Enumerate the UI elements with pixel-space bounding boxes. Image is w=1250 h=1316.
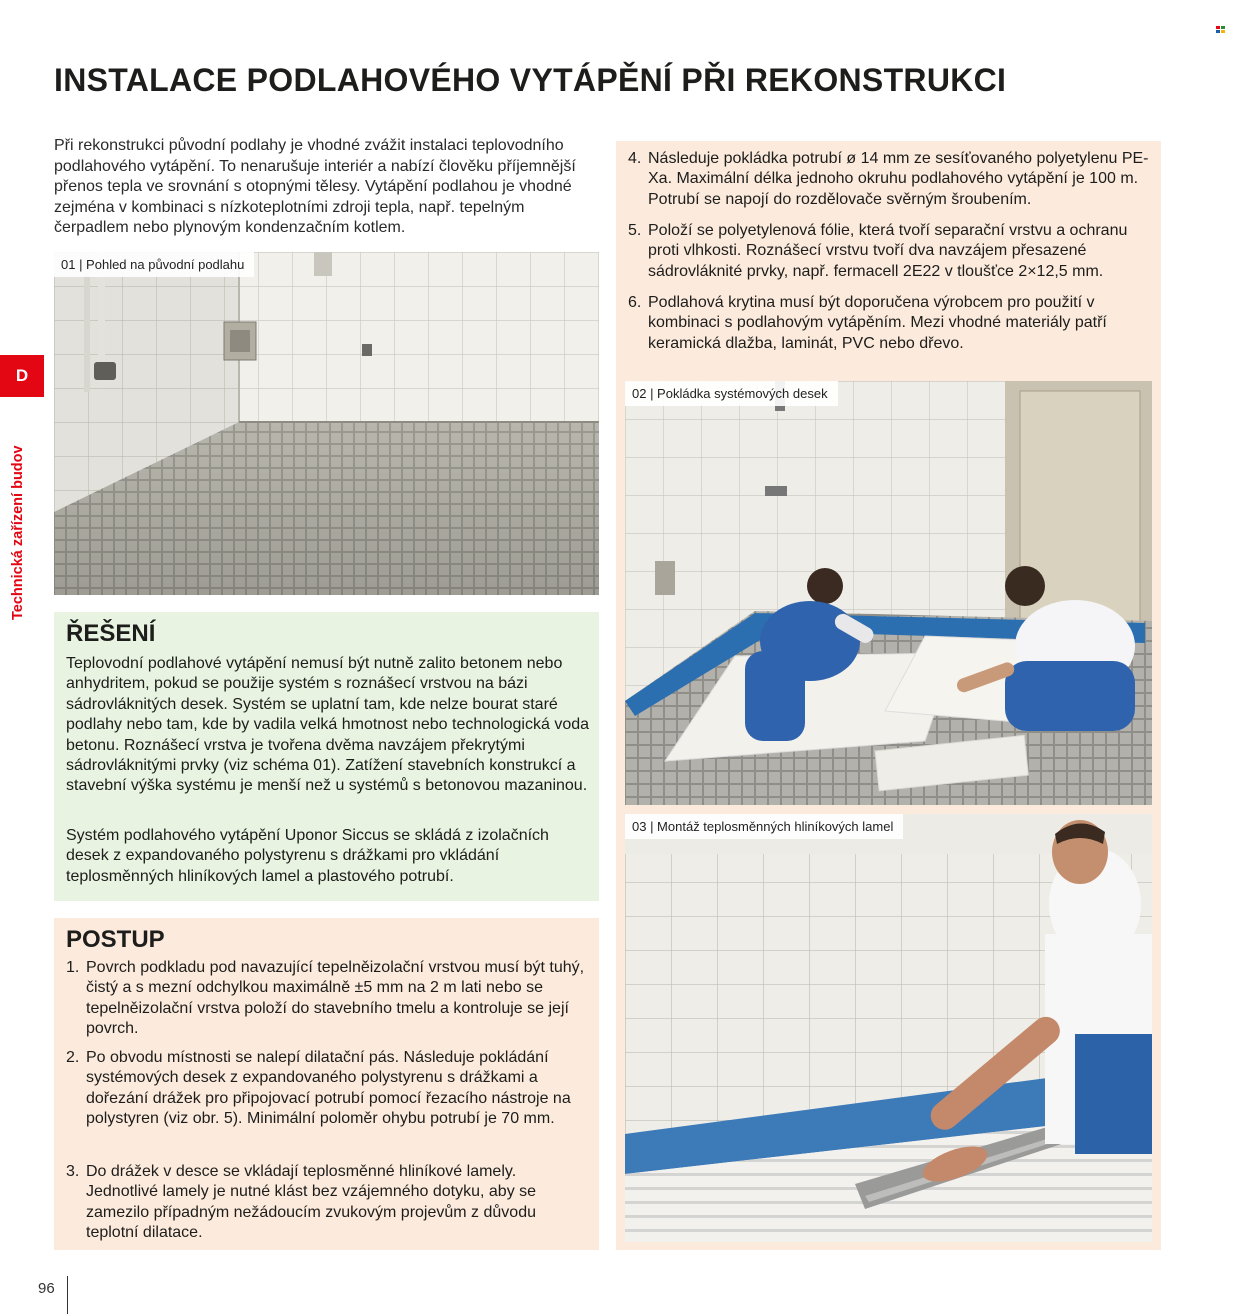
photo-original-floor [54, 252, 599, 595]
photo-caption: 01 | Pohled na původní podlahu [54, 252, 254, 277]
step-number: 6. [628, 294, 642, 311]
step-number: 4. [628, 150, 642, 167]
solution-paragraph-1: Teplovodní podlahové vytápění nemusí být nutně zalito betonem nebo anhydritem, pokud se použije systém s roznášecí vrstvou na bázi sádrovláknitých desek. Systém se uplatní tam, kde nelze bourat staré podlahy nebo tam, kde by vadila velká hmotnost nebo technologická voda betonu. Roznášecí vrstva je tvořena dvěma navzájem překrytými sádrovláknitými prvky (viz schéma 01). Zatížení stavebních konstrukcí a stavební výška systému je menší než u systémů s betonovou mazaninou. [66, 655, 590, 795]
procedure-box [54, 918, 599, 1250]
bathroom-tiles-image [54, 252, 599, 595]
step-number: 3. [66, 1163, 80, 1180]
page-title: INSTALACE PODLAHOVÉHO VYTÁPĚNÍ PŘI REKONSTRUKCI [54, 62, 1007, 98]
step-text: Následuje pokládka potrubí ø 14 mm ze sesíťovaného polyetylenu PE-Xa. Maximální délka jednoho okruhu podlahového vytápění je 100 m. Potrubí se napojí do rozdělovače svěrným šroubením. [648, 150, 1149, 208]
step-text: Po obvodu místnosti se nalepí dilatační pás. Následuje pokládání systémových desek z expandovaného polystyrenu s drážkami a dořezání drážek pro připojovací potrubí pomocí řezacího nástroje na polystyren (viz obr. 5). Minimální poloměr ohybu potrubí je 70 mm. [86, 1049, 571, 1128]
intro-paragraph: Při rekonstrukci původní podlahy je vhodné zvážit instalaci teplovodního podlahového vytápění. To nenarušuje interiér a nabízí člověku příjemnější přenos tepla ve srovnání s otopnými tělesy. Vytápění podlahou je vhodné zejména v kombinaci s nízkoteplotními zdroji tepla, např. tepelným čerpadlem nebo plynovým kondenzačním kotlem. [54, 137, 576, 236]
step-number: 1. [66, 959, 80, 976]
footer-rule [67, 1276, 68, 1314]
step-text: Povrch podkladu pod navazující tepelněizolační vrstvou musí být tuhý, čistý a s mezní odchylkou maximálně ±5 mm na 2 m lati nebo se tepelněizolační vrstva položí do stavebního tmelu a kontroluje se její povrch. [86, 959, 585, 1038]
workers-laying-boards-image [625, 381, 1152, 805]
step-number: 5. [628, 222, 642, 239]
photo-caption: 02 | Pokládka systémových desek [625, 381, 838, 406]
photo-caption: 03 | Montáž teplosměnných hliníkových lamel [625, 814, 903, 839]
solution-paragraph-2: Systém podlahového vytápění Uponor Siccus se skládá z izolačních desek z expandovaného polystyrenu s drážkami pro vkládání teplosměnných hliníkových lamel a plastového potrubí. [66, 827, 549, 885]
corner-logo-mark [1216, 26, 1226, 34]
page-number: 96 [38, 1280, 55, 1297]
step-text: Do drážek v desce se vkládají teplosměnné hliníkové lamely. Jednotlivé lamely je nutné klást bez vzájemného dotyku, aby se zamezilo případným nežádoucím zvukovým projevům z důvodu teplotní dilatace. [86, 1163, 537, 1242]
step-text: Podlahová krytina musí být doporučena výrobcem pro použití v kombinaci s podlahovým vytápěním. Mezi vhodné materiály patří keramická dlažba, laminát, PVC nebo dřevo. [648, 294, 1107, 352]
photo-laying-boards [625, 381, 1152, 805]
solution-box [54, 612, 599, 901]
chapter-tab[interactable]: D [0, 355, 44, 397]
photo-installing-fins [625, 814, 1152, 1242]
solution-heading: ŘEŠENÍ [66, 620, 156, 647]
step-number: 2. [66, 1049, 80, 1066]
chapter-label: Technická zařízení budov [10, 445, 26, 620]
worker-installing-fins-image [625, 814, 1152, 1242]
step-text: Položí se polyetylenová fólie, která tvoří separační vrstvu a ochranu proti vlhkosti. Roznášecí vrstvu tvoří dva navzájem přesazené sádrovláknité prvky, např. fermacell 2E22 v tloušťce 2×12,5 mm. [648, 222, 1128, 280]
procedure-heading: POSTUP [66, 926, 165, 953]
